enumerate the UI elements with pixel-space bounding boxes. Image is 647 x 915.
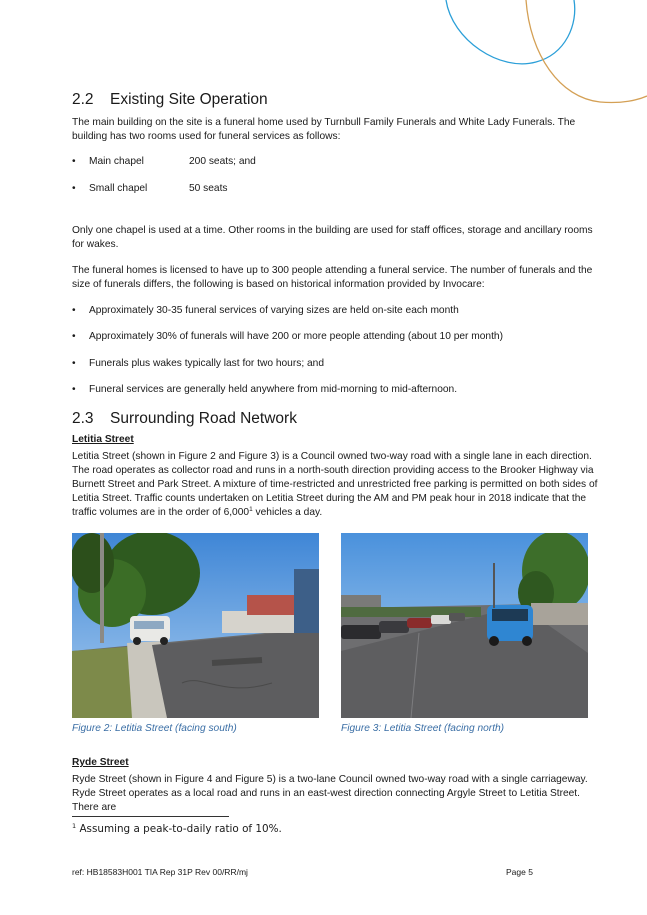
- paragraph: Ryde Street (shown in Figure 4 and Figure 5) is a two-lane Council owned two-way road with a single carriageway. Ryde Street operates as a local road and runs in an east-west direction connecting Argyle Street to Letitia Street. There are: [72, 774, 588, 813]
- paragraph: Only one chapel is used at a time. Other rooms in the building are used for staff offices, storage and ancillary rooms for wakes.: [72, 225, 593, 250]
- section-heading-2-2: [72, 91, 268, 109]
- footnote-mark: 1: [72, 822, 77, 830]
- subheading-letitia-street: Letitia Street: [72, 434, 134, 445]
- section-title: Existing Site Operation: [110, 91, 268, 108]
- footer-reference: ref: HB18583H001 TIA Rep 31P Rev 00/RR/mj: [72, 867, 248, 877]
- section-number: 2.3: [72, 410, 94, 427]
- figure-2-caption: Figure 2: Letitia Street (facing south): [72, 723, 237, 734]
- paragraph: The main building on the site is a funeral home used by Turnbull Family Funerals and White Lady Funerals. The building has two rooms used for funeral services as follows:: [72, 117, 576, 142]
- paragraph: The funeral homes is licensed to have up to 300 people attending a funeral service. The number of funerals and the size of funerals differs, the following is based on historical information provided by Invocare:: [72, 265, 593, 290]
- room-name: Small chapel: [89, 183, 148, 194]
- figure-3-caption: Figure 3: Letitia Street (facing north): [341, 723, 505, 734]
- figure-2-photo: [72, 533, 319, 718]
- section-heading-2-3: [72, 410, 297, 428]
- page-number: Page 5: [506, 867, 533, 877]
- room-name: Main chapel: [89, 156, 144, 167]
- paragraph: Letitia Street (shown in Figure 2 and Figure 3) is a Council owned two-way road with a single lane in each direction. The road operates as collector road and runs in a north-south direction providing access to the Brooker Highway via Burnett Street and Park Street. A mixture of time-restricted and unrestricted free parking is permitted on both sides of Letitia Street. Traffic counts undertaken on Letitia Street during the AM and PM peak hour in 2018 indicate that the traffic volumes are in the order of 6,000$^1$ vehicles a day.: [72, 451, 598, 518]
- footnote: [72, 823, 282, 835]
- figure-3-photo: [341, 533, 588, 718]
- section-title: Surrounding Road Network: [110, 410, 297, 427]
- footnote-separator: [72, 816, 229, 817]
- room-seats: 200 seats; and: [189, 156, 256, 167]
- section-number: 2.2: [72, 91, 94, 108]
- room-seats: 50 seats: [189, 183, 228, 194]
- subheading-ryde-street: Ryde Street: [72, 757, 129, 768]
- footnote-reference[interactable]: 1: [249, 506, 253, 513]
- footnote-text: Assuming a peak-to-daily ratio of 10%.: [76, 823, 282, 835]
